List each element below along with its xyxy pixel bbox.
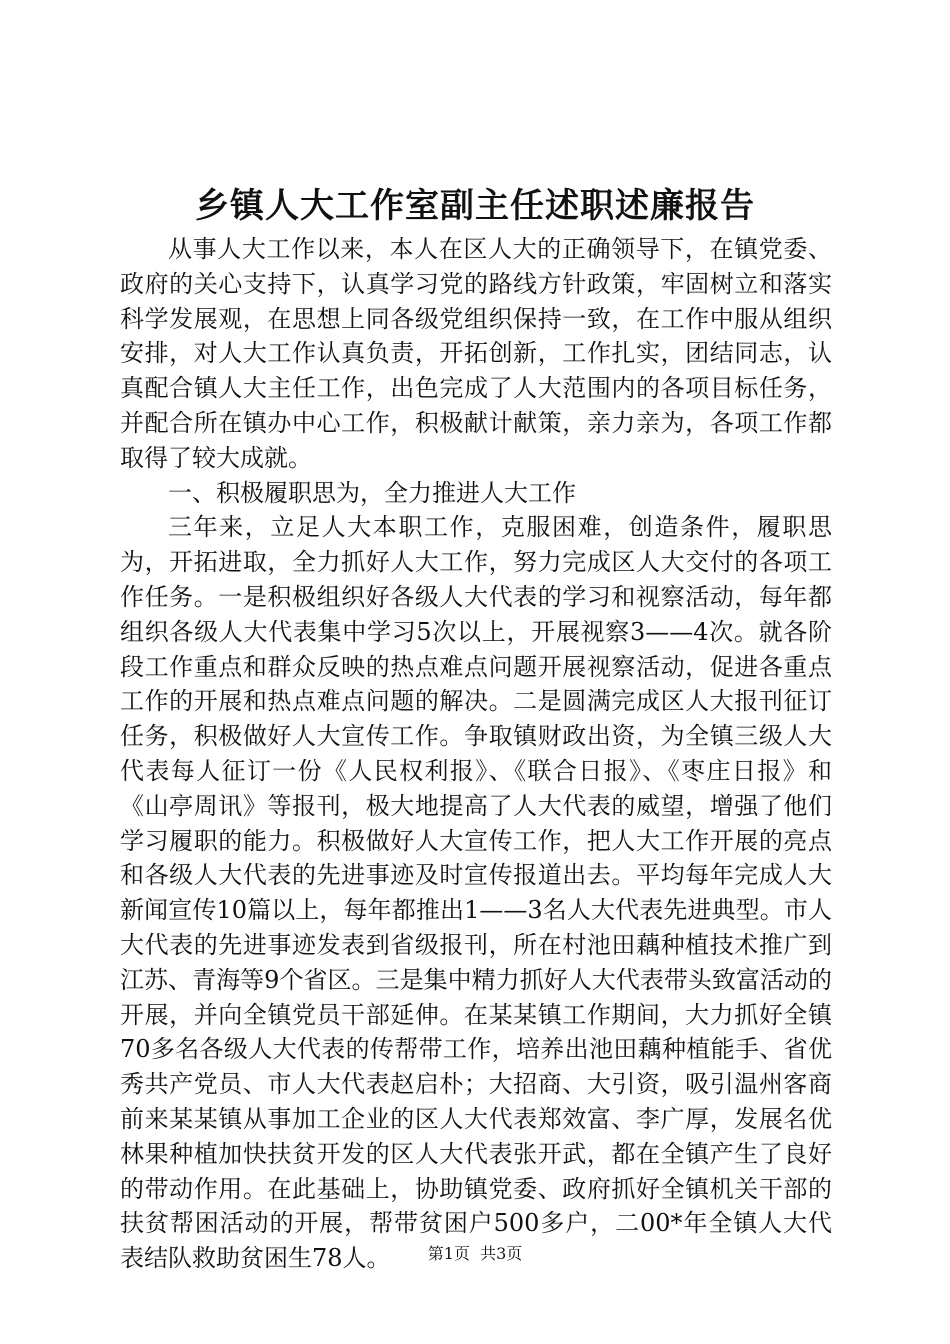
page-number: 第1页 [427,1244,470,1263]
page-footer [0,1244,950,1264]
document-body [120,232,832,1276]
section-heading: 一、积极履职思为，全力推进人大工作 [168,478,576,507]
paragraph-section-one: 三年来，立足人大本职工作，克服困难，创造条件，履职思为，开拓进取，全力抓好人大工作，努力完成区人大交付的各项工作任务。一是积极组织好各级人大代表的学习和视察活动，每年都组织各级人大代表集中学习5次以上，开展视察3——4次。就各阶段工作重点和群众反映的热点难点问题开展视察活动，促进各重点工作的开展和热点难点问题的解决。二是圆满完成区人大报刊征订任务，积极做好人大宣传工作。争取镇财政出资，为全镇三级人大代表每人征订一份《人民权利报》、《联合日报》、《枣庄日报》和《山亭周讯》等报刊，极大地提高了人大代表的威望，增强了他们学习履职的能力。积极做好人大宣传工作，把人大工作开展的亮点和各级人大代表的先进事迹及时宣传报道出去。平均每年完成人大新闻宣传10篇以上，每年都推出1——3名人大代表先进典型。市人大代表的先进事迹发表到省级报刊，所在村池田藕种植技术推广到江苏、青海等9个省区。三是集中精力抓好人大代表带头致富活动的开展，并向全镇党员干部延伸。在某某镇工作期间，大力抓好全镇70多名各级人大代表的传帮带工作，培养出池田藕种植能手、省优秀共产党员、市人大代表赵启朴；大招商、大引资，吸引温州客商前来某某镇从事加工企业的区人大代表郑效富、李广厚，发展名优林果种植加快扶贫开发的区人大代表张开武，都在全镇产生了良好的带动作用。在此基础上，协助镇党委、政府抓好全镇机关干部的扶贫帮困活动的开展，帮带贫困户500多户，二00*年全镇人大代表结队救助贫困生78人。 [120,513,832,1273]
document-title: 乡镇人大工作室副主任述职述廉报告 [195,186,755,226]
page-total: 共3页 [480,1244,523,1263]
paragraph-intro: 从事人大工作以来，本人在区人大的正确领导下，在镇党委、政府的关心支持下，认真学习党的路线方针政策，牢固树立和落实科学发展观，在思想上同各级党组织保持一致，在工作中服从组织安排，对人大工作认真负责，开拓创新，工作扎实，团结同志，认真配合镇人大主任工作，出色完成了人大范围内的各项目标任务，并配合所在镇办中心工作，积极献计献策，亲力亲为，各项工作都取得了较大成就。 [120,235,832,472]
